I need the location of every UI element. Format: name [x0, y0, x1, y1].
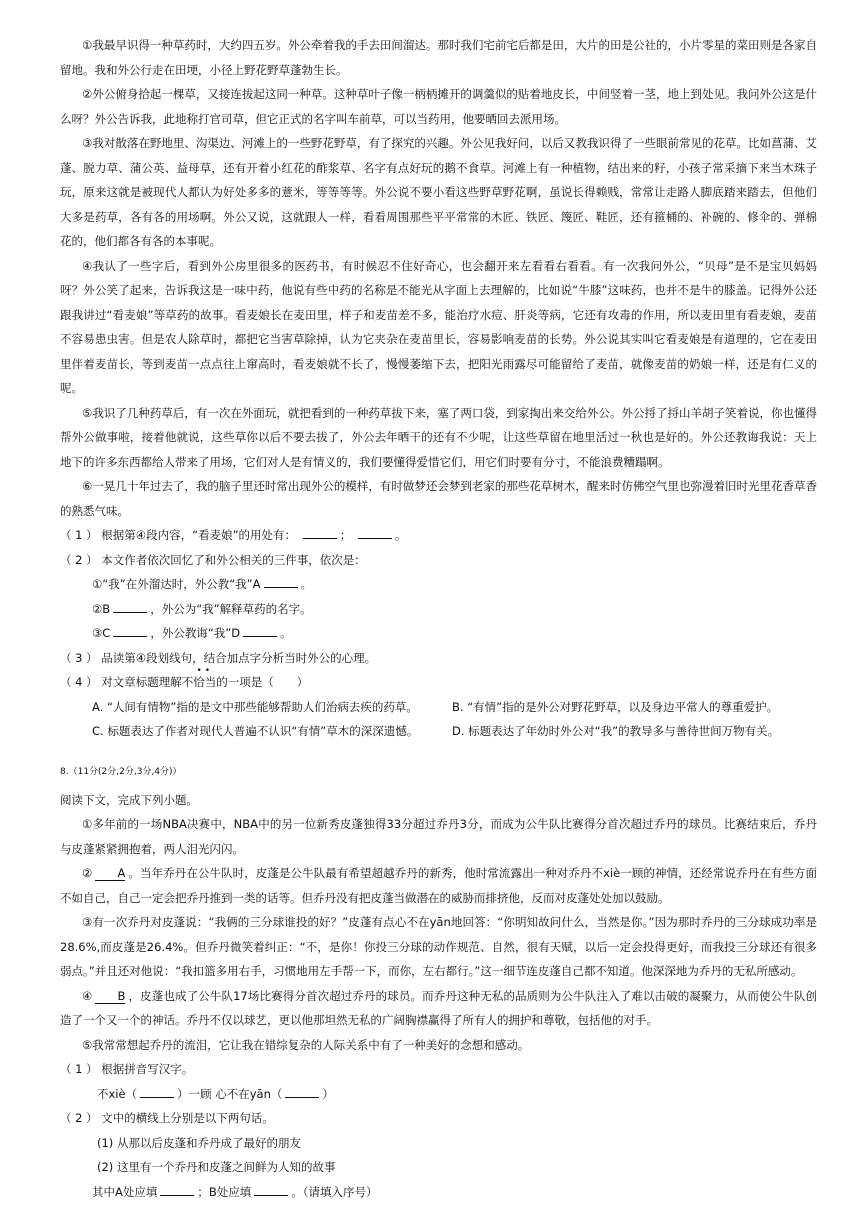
- question-2: [0, 1106, 867, 1131]
- answer-blank-b[interactable]: [113, 612, 147, 613]
- question-1: [0, 523, 867, 548]
- option-b[interactable]: B. “有情”指的是外公对野花野草，以及身边平常人的尊重爱护。: [452, 699, 779, 714]
- section-heading: 8.（11分(2分,2分,3分,4分)）: [60, 766, 182, 777]
- pinyin-line: 不xiè（ ）一顾 心不在yān（ ）: [97, 1086, 334, 1101]
- paragraph-5: ⑤我常常想起乔丹的流泪，它让我在错综复杂的人际关系中有了一种美好的念想和感动。: [82, 1037, 530, 1052]
- question-number: （ 2 ）: [60, 552, 98, 567]
- line-end: 。: [280, 626, 292, 640]
- question-text: 文中的横线上分别是以下两句话。: [101, 1111, 274, 1125]
- paragraph-3: ③有一次乔丹对皮蓬说：“我俩的三分球谁投的好？”皮蓬有点心不在yān地回答：“你明知故问什么，当然是你。”因为那时乔丹的三分球成功率是28.6%,而皮蓬是26.4%。但乔丹微笑着纠正：“不，是你！你投三分球的动作规范、自然，很有天赋，以后一定会投得更好，而我投三分球还有很多弱点。”并且还对他说：“我扣篮多用右手，习惯地用左手帮一下，而你，左右都行。”这一细节连皮蓬自己都不知道。他深深地为乔丹的无私所感动。: [60, 915, 817, 978]
- line-end: 。: [300, 577, 313, 591]
- paragraph-5: ⑤我识了几种药草后，有一次在外面玩，就把看到的一种药草拔下来，塞了两口袋，到家掏出来交给外公。外公捋了捋山羊胡子笑着说，你也懂得帮外公做事啦，接着他就说，这些草你以后不要去拔了，外公去年晒干的还有不少呢，让这些草留在地里活过一秋也是好的。外公还教诲我说：天上地下的许多东西都给人带来了用场，它们对人是有情义的，我们要懂得爱惜它们，用它们时要有分寸，不能浪费糟蹋啊。: [60, 405, 817, 469]
- paragraph-4: ④我认了一些字后，看到外公房里很多的医药书，有时候忍不住好奇心，也会翻开来左看看右看看。有一次我问外公，“贝母”是不是宝贝妈妈呀？外公笑了起来，告诉我这是一味中药，他说有些中药的名称是不能光从字面上去理解的，比如说“牛膝”这味药，也并不是牛的膝盖。记得外公还跟我讲过“看麦娘”等草药的故事。看麦娘长在麦田里，样子和麦苗差不多，能治疗水痘、肝炎等病，它还有攻毒的作用，所以麦田里有看麦娘，麦苗不容易患虫害。但是农人除草时，都把它当害草除掉，认为它夹杂在麦苗里长，容易影响麦苗的长势。外公说其实叫它看麦娘是有道理的，它在麦田里伴着麦苗长，等到麦苗一点点往上窜高时，看麦娘就不长了，慢慢萎缩下去，把阳光雨露尽可能留给了麦苗，就像麦苗的奶娘一样，还是有仁义的呢。: [60, 258, 817, 395]
- paragraph-1: ①多年前的一场NBA决赛中，NBA中的另一位新秀皮蓬独得33分超过乔丹3分，而成为公牛队比赛得分首次超过乔丹的球员。比赛结束后，乔丹与皮蓬紧紧拥抱着，两人泪光闪闪。: [60, 817, 817, 856]
- paragraph-3: ③我对散落在野地里、沟渠边、河滩上的一些野花野草，有了探究的兴趣。外公见我好问，以后又教我识得了一些眼前常见的花草。比如菖蒲、艾蓬、脱力草、蒲公英、益母草，还有开着小红花的酢浆草、名字有点好玩的鹅不食草。河滩上有一种植物，结出来的籽，小孩子常采摘下来当木珠子玩，原来这就是被现代人都认为好处多多的薏米，等等等等。外公说不要小看这些野草野花啊，虽说长得赖贱，常常让走路人脚底踏来踏去，但他们大多是药草，各有各的用场啊。外公又说，这就跟人一样，看看周围那些平平常常的木匠、铁匠、篾匠、鞋匠，还有箍桶的、补碗的、修伞的、弹棉花的，他们都各有各的本事呢。: [60, 136, 817, 248]
- paragraph-2: ②外公俯身拾起一棵草，又接连拔起这同一种草。这种草叶子像一柄柄摊开的调羹似的贴着地皮长，中间竖着一茎，地上到处见。我问外公这是什么呀？外公告诉我，此地称打官司草，但它正式的名字叫车前草，可以当药用，他要晒回去派用场。: [60, 87, 817, 126]
- question-text: 本文作者依次回忆了和外公相关的三件事，依次是：: [101, 552, 366, 567]
- answer-blank-xie[interactable]: [140, 1097, 174, 1098]
- line-text: ①“我”在外溜达时，外公教“我”A: [92, 577, 261, 591]
- question-4: [0, 666, 867, 695]
- answer-blank[interactable]: [303, 538, 337, 539]
- question-2: [0, 548, 867, 573]
- section-8: [0, 762, 867, 1205]
- question-number: （ 4 ）: [60, 675, 98, 689]
- question-text: 根据拼音写汉字。: [101, 1062, 194, 1076]
- option-c[interactable]: C. 标题表达了作者对现代人普遍不认识“有情”草木的深深遗憾。: [92, 724, 419, 738]
- period: 。: [394, 528, 407, 542]
- emphasis-dotted-text: •• 恰当: [193, 666, 217, 689]
- blank-b[interactable]: B: [95, 989, 125, 1004]
- question-number: （ 2 ）: [60, 1111, 98, 1125]
- question-text: 品读第④段划线句，结合加点字分析当时外公的心理。: [101, 650, 377, 665]
- answer-blank-yan[interactable]: [285, 1097, 319, 1098]
- answer-blank[interactable]: [358, 538, 392, 539]
- question-2-line-3: [0, 621, 867, 646]
- answer-blank-c[interactable]: [113, 636, 147, 637]
- answer-blank-a[interactable]: [264, 587, 298, 588]
- sentence-2: (2) 这里有一个乔丹和皮蓬之间鲜为人知的故事: [97, 1160, 336, 1174]
- option-a[interactable]: A. “人间有情物”指的是文中那些能够帮助人们治病去疾的药草。: [92, 699, 418, 714]
- line-text: ③C: [92, 626, 111, 640]
- blank-a[interactable]: A: [95, 866, 125, 881]
- question-text: 的一项是（ ）: [216, 675, 309, 689]
- separator: ；: [339, 528, 352, 542]
- question-2-line-2: [0, 597, 867, 622]
- options-row-2: [0, 719, 867, 744]
- question-text: 对文章标题理解不: [101, 675, 194, 689]
- answer-blank-b[interactable]: [254, 1195, 288, 1196]
- fill-line: 其中A处应填 ；B处应填 。（请填入序号）: [92, 1184, 378, 1199]
- question-text: 根据第④段内容，“看麦娘”的用处有：: [101, 528, 297, 542]
- emphasis-dots: ••: [196, 666, 214, 676]
- paragraph-2: ② A 。当年乔丹在公牛队时，皮蓬是公牛队最有希望超越乔丹的新秀，他时常流露出一种对乔丹不xiè一顾的神情，还经常说乔丹在有些方面不如自己，自己一定会把乔丹推到一类的话等。但乔丹没有把皮蓬当做潜在的威胁而排挤他，反而对皮蓬处处加以鼓励。: [60, 866, 817, 905]
- line-text: ，外公教诲“我”D: [150, 626, 241, 640]
- sentence-1: (1) 从那以后皮蓬和乔丹成了最好的朋友: [97, 1135, 301, 1150]
- question-number: （ 3 ）: [60, 650, 98, 665]
- question-3: [0, 646, 867, 671]
- paragraph-6: ⑥一晃几十年过去了，我的脑子里还时常出现外公的模样，有时做梦还会梦到老家的那些花草树木，醒来时仿佛空气里也弥漫着旧时光里花香草香的熟悉气味。: [60, 479, 817, 518]
- question-number: （ 1 ）: [60, 528, 98, 542]
- line-text: ，外公为“我”解释草药的名字。: [150, 601, 312, 616]
- answer-blank-a[interactable]: [160, 1195, 194, 1196]
- line-text: ②B: [92, 601, 111, 616]
- paragraph-1: ①我最早识得一种草药时，大约四五岁。外公牵着我的手去田间溜达。那时我们宅前宅后都是田，大片的田是公社的，小片零星的菜田则是各家自留地。我和外公行走在田埂，小径上野花野草蓬勃生长。: [60, 38, 817, 77]
- question-number: （ 1 ）: [60, 1062, 98, 1076]
- answer-blank-d[interactable]: [243, 636, 277, 637]
- option-d[interactable]: D. 标题表达了年幼时外公对“我”的教导多与善待世间万物有关。: [452, 724, 780, 738]
- section-intro: 阅读下文，完成下列小题。: [60, 792, 198, 807]
- question-2-line-1: [0, 572, 867, 597]
- options-row-1: [0, 695, 867, 720]
- question-1: [0, 1057, 867, 1082]
- paragraph-4: ④ B ，皮蓬也成了公牛队17场比赛得分首次超过乔丹的球员。而乔丹这种无私的品质则为公牛队注入了难以击破的凝聚力，从而使公牛队创造了一个又一个的神话。乔丹不仅以球艺，更以他那坦然无私的广阔胸襟赢得了所有人的拥护和尊敬，包括他的对手。: [60, 988, 817, 1027]
